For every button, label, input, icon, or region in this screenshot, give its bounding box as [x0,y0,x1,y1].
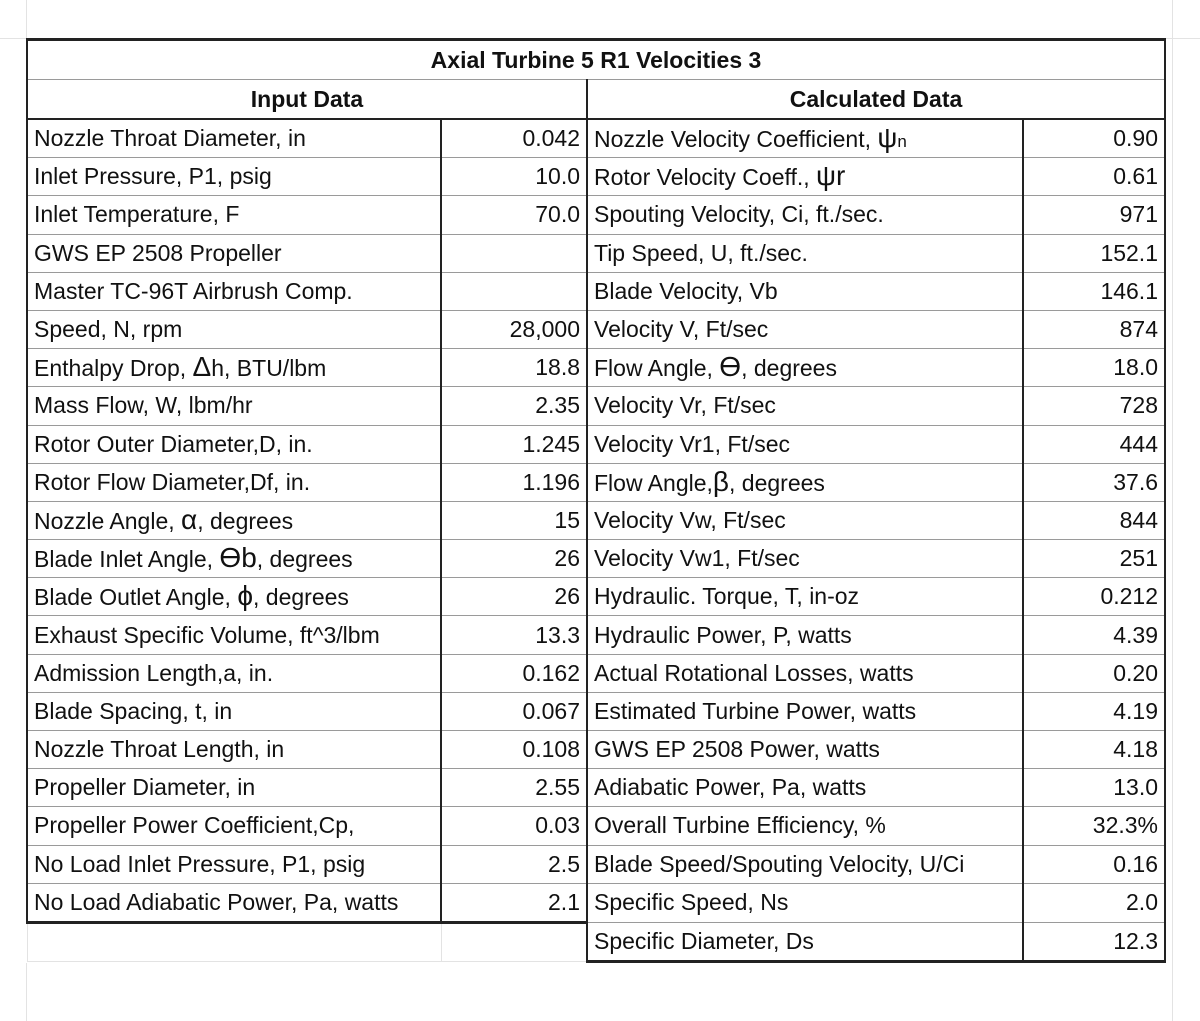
input-label [27,196,441,234]
calculated-data-header: Calculated Data [587,80,1165,120]
table-row [27,349,1165,387]
greek-symbol: ϕ [237,580,253,612]
calc-label [587,234,1023,272]
label-suffix: , degrees [197,507,294,534]
gridline [1172,0,1173,1021]
greek-symbol: α [181,503,198,535]
calc-value: 971 [1023,196,1165,234]
label-suffix: n [897,132,907,152]
input-label [27,692,441,730]
input-label [27,654,441,692]
label-text: Actual Rotational Losses, watts [594,659,914,686]
calc-label [587,310,1023,348]
label-text: Inlet Temperature, F [34,201,240,228]
input-label [27,349,441,387]
calc-value: 0.90 [1023,119,1165,158]
table-row [27,310,1165,348]
input-label [27,463,441,501]
greek-symbol: ψr [816,160,846,192]
table-row [27,807,1165,845]
calc-label [587,883,1023,922]
label-text: Specific Diameter, Ds [594,928,814,955]
label-text: Blade Spacing, t, in [34,697,233,724]
calc-value: 13.0 [1023,769,1165,807]
input-value: 0.067 [441,692,587,730]
calc-value: 4.39 [1023,616,1165,654]
calc-label [587,578,1023,616]
label-text: Admission Length,a, in. [34,659,274,686]
label-text: Blade Speed/Spouting Velocity, U/Ci [594,850,965,877]
label-text: Propeller Diameter, in [34,774,256,801]
label-text: Inlet Pressure, P1, psig [34,163,272,190]
input-value: 15 [441,501,587,539]
label-text: Tip Speed, U, ft./sec. [594,239,808,266]
input-value [441,272,587,310]
label-suffix: , degrees [729,469,825,496]
table-row [27,234,1165,272]
label-text: Estimated Turbine Power, watts [594,697,917,724]
input-value: 0.108 [441,731,587,769]
label-text: Blade Velocity, Vb [594,277,778,304]
table-row [27,769,1165,807]
input-value [441,234,587,272]
table-row [27,731,1165,769]
label-text: Flow Angle, [594,355,720,382]
table-row [27,158,1165,196]
greek-symbol: ϴ [719,351,742,383]
turbine-data-table [26,38,1166,963]
label-text: Propeller Power Coefficient,Cp, [34,812,355,839]
table-row [27,387,1165,425]
calc-value: 4.19 [1023,692,1165,730]
calc-label [587,158,1023,196]
calc-label [587,425,1023,463]
label-text: Speed, N, rpm [34,316,183,343]
calc-value: 0.212 [1023,578,1165,616]
label-text: Master TC-96T Airbrush Comp. [34,277,353,304]
calc-value: 844 [1023,501,1165,539]
calc-label [587,119,1023,158]
table-row [27,119,1165,158]
calc-value: 32.3% [1023,807,1165,845]
input-label [27,883,441,922]
table-row [27,654,1165,692]
calc-label [587,501,1023,539]
calc-label [587,616,1023,654]
label-text: No Load Inlet Pressure, P1, psig [34,850,366,877]
input-value: 1.245 [441,425,587,463]
input-value: 28,000 [441,310,587,348]
calc-label [587,654,1023,692]
label-text: Exhaust Specific Volume, ft^3/lbm [34,621,380,648]
calc-value: 2.0 [1023,883,1165,922]
calc-label [587,196,1023,234]
input-label [27,616,441,654]
label-text: Nozzle Throat Length, in [34,736,285,763]
calc-value: 728 [1023,387,1165,425]
label-text: Hydraulic. Torque, T, in-oz [594,583,860,610]
sheet-title: Axial Turbine 5 R1 Velocities 3 [27,40,1165,80]
input-label [27,807,441,845]
input-label [27,578,441,616]
table-row [27,501,1165,539]
label-text: Overall Turbine Efficiency, % [594,812,886,839]
calc-value: 0.16 [1023,845,1165,883]
input-label [27,387,441,425]
label-suffix: , degrees [741,355,837,382]
table-row [27,540,1165,578]
input-label [27,540,441,578]
label-text: Velocity Vw1, Ft/sec [594,545,800,572]
input-value: 0.162 [441,654,587,692]
label-text: Flow Angle, [594,469,713,496]
input-value: 10.0 [441,158,587,196]
label-suffix: h, BTU/lbm [211,355,327,382]
label-text: Adiabatic Power, Pa, watts [594,774,867,801]
label-text: Blade Outlet Angle, [34,584,238,611]
table-row [27,845,1165,883]
label-text: Nozzle Throat Diameter, in [34,125,306,152]
table-row [27,922,1165,961]
input-label [27,501,441,539]
label-suffix: , degrees [253,584,349,611]
label-text: Rotor Outer Diameter,D, in. [34,430,313,457]
calc-value: 4.18 [1023,731,1165,769]
calc-value: 18.0 [1023,349,1165,387]
calc-label [587,807,1023,845]
input-label [27,731,441,769]
input-label [27,769,441,807]
label-text: Velocity Vr, Ft/sec [594,392,776,419]
input-value: 1.196 [441,463,587,501]
calc-value: 0.20 [1023,654,1165,692]
input-label [27,234,441,272]
input-value: 2.55 [441,769,587,807]
table-row [27,578,1165,616]
calc-label [587,272,1023,310]
label-text: Blade Inlet Angle, [34,546,220,573]
label-text: Hydraulic Power, P, watts [594,621,852,648]
input-label [27,310,441,348]
label-text: Velocity Vw, Ft/sec [594,506,786,533]
input-value: 0.042 [441,119,587,158]
input-value: 18.8 [441,349,587,387]
table-row [27,425,1165,463]
table-row [27,272,1165,310]
empty-cell [441,922,587,961]
input-value: 2.5 [441,845,587,883]
input-value: 26 [441,540,587,578]
calc-value: 37.6 [1023,463,1165,501]
greek-symbol: β [712,465,730,497]
label-text: Nozzle Velocity Coefficient, [594,126,878,153]
label-text: Velocity V, Ft/sec [594,316,769,343]
input-label [27,425,441,463]
calc-label [587,692,1023,730]
label-text: No Load Adiabatic Power, Pa, watts [34,888,399,915]
calc-value: 251 [1023,540,1165,578]
label-text: Enthalpy Drop, [34,355,193,382]
calc-label [587,349,1023,387]
input-label [27,158,441,196]
label-text: GWS EP 2508 Power, watts [594,736,880,763]
input-value: 2.1 [441,883,587,922]
calc-label [587,387,1023,425]
label-text: Rotor Velocity Coeff., [594,164,817,191]
input-label [27,119,441,158]
calc-value: 12.3 [1023,922,1165,961]
input-value: 70.0 [441,196,587,234]
greek-symbol: ψ [877,122,898,154]
label-text: GWS EP 2508 Propeller [34,239,282,266]
calc-label [587,845,1023,883]
table-row [27,463,1165,501]
label-text: Rotor Flow Diameter,Df, in. [34,468,311,495]
label-text: Nozzle Angle, [34,507,182,534]
empty-cell [27,922,441,961]
input-data-header: Input Data [27,80,587,120]
table-row [27,616,1165,654]
input-value: 2.35 [441,387,587,425]
table-row [27,692,1165,730]
input-label [27,272,441,310]
label-suffix: , degrees [256,546,353,573]
calc-label [587,922,1023,961]
label-text: Velocity Vr1, Ft/sec [594,430,790,457]
greek-symbol: ϴb [219,542,257,574]
label-text: Mass Flow, W, lbm/hr [34,392,253,419]
input-value: 26 [441,578,587,616]
label-text: Spouting Velocity, Ci, ft./sec. [594,201,884,228]
calc-label [587,463,1023,501]
calc-label [587,731,1023,769]
input-value: 0.03 [441,807,587,845]
calc-value: 0.61 [1023,158,1165,196]
label-text: Specific Speed, Ns [594,889,789,916]
input-label [27,845,441,883]
calc-value: 152.1 [1023,234,1165,272]
calc-label [587,540,1023,578]
calc-value: 874 [1023,310,1165,348]
calc-value: 444 [1023,425,1165,463]
input-value: 13.3 [441,616,587,654]
greek-symbol: Δ [192,351,212,383]
table-row [27,196,1165,234]
calc-label [587,769,1023,807]
table-row [27,883,1165,922]
calc-value: 146.1 [1023,272,1165,310]
